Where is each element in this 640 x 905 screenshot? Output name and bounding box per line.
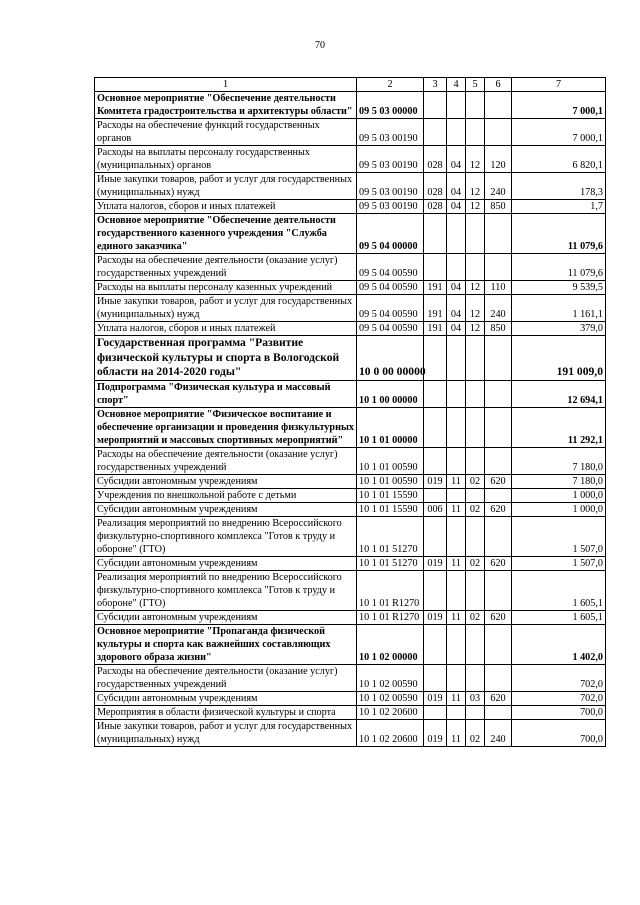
- header-cell: 7: [512, 78, 606, 92]
- row-name-cell: Основное мероприятие "Обеспечение деятельности Комитета градостроительства и архитектуры области": [95, 92, 357, 119]
- row-vr-cell: [424, 92, 447, 119]
- row-sum-cell: 7 000,1: [512, 119, 606, 146]
- row-kvr-cell: [485, 336, 512, 381]
- row-code-cell: 09 5 04 00590: [357, 322, 424, 336]
- page-number: 70: [315, 40, 325, 51]
- row-kvr-cell: [485, 705, 512, 719]
- row-code-cell: 09 5 03 00190: [357, 200, 424, 214]
- budget-table-body: [95, 78, 606, 747]
- row-vr-cell: [424, 624, 447, 664]
- row-pr-cell: [466, 92, 485, 119]
- row-kvr-cell: [485, 407, 512, 447]
- row-code-cell: 10 1 01 15590: [357, 502, 424, 516]
- row-vr-cell: [424, 488, 447, 502]
- row-sum-cell: 9 539,5: [512, 281, 606, 295]
- table-row: [95, 447, 606, 474]
- row-kvr-cell: 120: [485, 146, 512, 173]
- row-name-cell: Субсидии автономным учреждениям: [95, 691, 357, 705]
- table-row: [95, 719, 606, 746]
- row-name-cell: Расходы на обеспечение деятельности (оказание услуг) государственных учреждений: [95, 254, 357, 281]
- table-row: [95, 502, 606, 516]
- row-vr-cell: [424, 516, 447, 556]
- row-sum-cell: 11 079,6: [512, 254, 606, 281]
- row-vr-cell: 019: [424, 610, 447, 624]
- row-name-cell: Субсидии автономным учреждениям: [95, 502, 357, 516]
- row-rz-cell: [447, 254, 466, 281]
- row-sum-cell: 12 694,1: [512, 380, 606, 407]
- row-code-cell: 09 5 03 00000: [357, 92, 424, 119]
- table-row: [95, 516, 606, 556]
- row-vr-cell: 028: [424, 200, 447, 214]
- row-sum-cell: 702,0: [512, 691, 606, 705]
- row-name-cell: Реализация мероприятий по внедрению Всероссийского физкультурно-спортивного комплекса "Готов к труду и обороне" (ГТО): [95, 570, 357, 610]
- row-pr-cell: 02: [466, 610, 485, 624]
- table-row: [95, 570, 606, 610]
- row-code-cell: 10 1 01 51270: [357, 556, 424, 570]
- row-rz-cell: 11: [447, 556, 466, 570]
- row-code-cell: 10 1 02 00000: [357, 624, 424, 664]
- header-cell: 3: [424, 78, 447, 92]
- row-code-cell: 10 0 00 00000: [357, 336, 424, 381]
- row-name-cell: Основное мероприятие "Пропаганда физической культуры и спорта как важнейших составляющих здорового образа жизни": [95, 624, 357, 664]
- row-pr-cell: 12: [466, 322, 485, 336]
- row-sum-cell: 1 000,0: [512, 488, 606, 502]
- row-pr-cell: [466, 380, 485, 407]
- row-code-cell: 10 1 01 51270: [357, 516, 424, 556]
- row-vr-cell: 191: [424, 322, 447, 336]
- table-row: [95, 214, 606, 254]
- row-code-cell: 10 1 01 R1270: [357, 570, 424, 610]
- row-vr-cell: [424, 407, 447, 447]
- row-code-cell: 10 1 02 00590: [357, 691, 424, 705]
- row-kvr-cell: [485, 214, 512, 254]
- table-row: [95, 322, 606, 336]
- row-vr-cell: [424, 447, 447, 474]
- row-name-cell: Расходы на выплаты персоналу казенных учреждений: [95, 281, 357, 295]
- table-row: [95, 254, 606, 281]
- row-name-cell: Субсидии автономным учреждениям: [95, 474, 357, 488]
- row-name-cell: Субсидии автономным учреждениям: [95, 610, 357, 624]
- row-vr-cell: 019: [424, 691, 447, 705]
- row-rz-cell: [447, 705, 466, 719]
- row-kvr-cell: [485, 664, 512, 691]
- row-rz-cell: [447, 380, 466, 407]
- row-rz-cell: 11: [447, 719, 466, 746]
- row-vr-cell: 191: [424, 295, 447, 322]
- row-pr-cell: 12: [466, 173, 485, 200]
- row-sum-cell: 7 180,0: [512, 474, 606, 488]
- row-name-cell: Расходы на обеспечение деятельности (оказание услуг) государственных учреждений: [95, 664, 357, 691]
- row-vr-cell: [424, 570, 447, 610]
- row-sum-cell: 1,7: [512, 200, 606, 214]
- row-pr-cell: 12: [466, 281, 485, 295]
- row-sum-cell: 178,3: [512, 173, 606, 200]
- row-sum-cell: 1 402,0: [512, 624, 606, 664]
- table-row: [95, 407, 606, 447]
- row-vr-cell: [424, 664, 447, 691]
- row-name-cell: Основное мероприятие "Физическое воспитание и обеспечение организации и проведения физкультурных мероприятий и массовых спортивных мероприятий": [95, 407, 357, 447]
- row-kvr-cell: [485, 447, 512, 474]
- row-code-cell: 10 1 01 R1270: [357, 610, 424, 624]
- row-vr-cell: 006: [424, 502, 447, 516]
- row-code-cell: 10 1 01 00590: [357, 447, 424, 474]
- header-cell: 4: [447, 78, 466, 92]
- row-rz-cell: [447, 336, 466, 381]
- row-sum-cell: 191 009,0: [512, 336, 606, 381]
- row-pr-cell: [466, 336, 485, 381]
- row-name-cell: Учреждения по внешкольной работе с детьми: [95, 488, 357, 502]
- row-sum-cell: 1 507,0: [512, 516, 606, 556]
- row-rz-cell: 04: [447, 281, 466, 295]
- row-rz-cell: 11: [447, 691, 466, 705]
- row-pr-cell: [466, 407, 485, 447]
- row-kvr-cell: 110: [485, 281, 512, 295]
- row-kvr-cell: 240: [485, 173, 512, 200]
- row-pr-cell: [466, 119, 485, 146]
- row-name-cell: Мероприятия в области физической культуры и спорта: [95, 705, 357, 719]
- row-kvr-cell: [485, 92, 512, 119]
- row-code-cell: 09 5 04 00590: [357, 295, 424, 322]
- row-rz-cell: 04: [447, 173, 466, 200]
- row-pr-cell: [466, 664, 485, 691]
- row-sum-cell: 379,0: [512, 322, 606, 336]
- row-name-cell: Расходы на обеспечение функций государственных органов: [95, 119, 357, 146]
- row-kvr-cell: 850: [485, 200, 512, 214]
- row-rz-cell: 04: [447, 146, 466, 173]
- row-kvr-cell: 620: [485, 474, 512, 488]
- row-code-cell: 10 1 01 15590: [357, 488, 424, 502]
- row-vr-cell: 019: [424, 474, 447, 488]
- row-rz-cell: 04: [447, 295, 466, 322]
- row-code-cell: 10 1 00 00000: [357, 380, 424, 407]
- row-name-cell: Государственная программа "Развитие физической культуры и спорта в Вологодской области на 2014-2020 годы": [95, 336, 357, 381]
- row-sum-cell: 1 161,1: [512, 295, 606, 322]
- row-name-cell: Уплата налогов, сборов и иных платежей: [95, 322, 357, 336]
- row-rz-cell: [447, 664, 466, 691]
- row-sum-cell: 1 605,1: [512, 610, 606, 624]
- row-pr-cell: 12: [466, 200, 485, 214]
- table-row: [95, 92, 606, 119]
- row-kvr-cell: [485, 624, 512, 664]
- row-vr-cell: 191: [424, 281, 447, 295]
- row-vr-cell: 019: [424, 556, 447, 570]
- row-pr-cell: [466, 624, 485, 664]
- row-kvr-cell: [485, 516, 512, 556]
- row-vr-cell: [424, 336, 447, 381]
- row-rz-cell: 11: [447, 610, 466, 624]
- row-sum-cell: 11 079,6: [512, 214, 606, 254]
- row-code-cell: 10 1 02 00590: [357, 664, 424, 691]
- row-code-cell: 10 1 01 00590: [357, 474, 424, 488]
- row-code-cell: 09 5 04 00590: [357, 254, 424, 281]
- row-vr-cell: [424, 119, 447, 146]
- row-sum-cell: 702,0: [512, 664, 606, 691]
- row-name-cell: Расходы на выплаты персоналу государственных (муниципальных) органов: [95, 146, 357, 173]
- row-code-cell: 10 1 01 00000: [357, 407, 424, 447]
- header-cell: 1: [95, 78, 357, 92]
- row-sum-cell: 1 507,0: [512, 556, 606, 570]
- table-row: [95, 380, 606, 407]
- row-sum-cell: 7 000,1: [512, 92, 606, 119]
- table-row: [95, 556, 606, 570]
- table-row: [95, 624, 606, 664]
- row-kvr-cell: 850: [485, 322, 512, 336]
- row-pr-cell: [466, 488, 485, 502]
- row-name-cell: Реализация мероприятий по внедрению Всероссийского физкультурно-спортивного комплекса "Готов к труду и обороне" (ГТО): [95, 516, 357, 556]
- row-kvr-cell: [485, 380, 512, 407]
- row-kvr-cell: [485, 488, 512, 502]
- row-pr-cell: [466, 254, 485, 281]
- row-code-cell: 10 1 02 20600: [357, 719, 424, 746]
- header-cell: 5: [466, 78, 485, 92]
- row-name-cell: Иные закупки товаров, работ и услуг для государственных (муниципальных) нужд: [95, 295, 357, 322]
- row-vr-cell: 028: [424, 146, 447, 173]
- row-rz-cell: [447, 407, 466, 447]
- row-kvr-cell: 620: [485, 502, 512, 516]
- row-kvr-cell: 620: [485, 556, 512, 570]
- row-rz-cell: 04: [447, 200, 466, 214]
- row-name-cell: Расходы на обеспечение деятельности (оказание услуг) государственных учреждений: [95, 447, 357, 474]
- row-pr-cell: 03: [466, 691, 485, 705]
- row-kvr-cell: [485, 570, 512, 610]
- row-pr-cell: 02: [466, 556, 485, 570]
- row-name-cell: Подпрограмма "Физическая культура и массовый спорт": [95, 380, 357, 407]
- table-row: [95, 474, 606, 488]
- row-vr-cell: [424, 254, 447, 281]
- row-code-cell: 10 1 02 20600: [357, 705, 424, 719]
- row-rz-cell: 04: [447, 322, 466, 336]
- row-name-cell: Иные закупки товаров, работ и услуг для государственных (муниципальных) нужд: [95, 719, 357, 746]
- budget-table: [94, 77, 606, 747]
- row-rz-cell: [447, 447, 466, 474]
- row-vr-cell: 028: [424, 173, 447, 200]
- row-sum-cell: 700,0: [512, 705, 606, 719]
- row-rz-cell: [447, 214, 466, 254]
- table-row: [95, 705, 606, 719]
- table-row: [95, 119, 606, 146]
- table-row: [95, 281, 606, 295]
- table-row: [95, 146, 606, 173]
- row-kvr-cell: [485, 254, 512, 281]
- row-rz-cell: [447, 119, 466, 146]
- row-kvr-cell: [485, 119, 512, 146]
- row-pr-cell: 02: [466, 719, 485, 746]
- table-row: [95, 664, 606, 691]
- row-code-cell: 09 5 03 00190: [357, 146, 424, 173]
- row-name-cell: Иные закупки товаров, работ и услуг для государственных (муниципальных) нужд: [95, 173, 357, 200]
- row-rz-cell: 11: [447, 502, 466, 516]
- table-row: [95, 610, 606, 624]
- row-kvr-cell: 620: [485, 610, 512, 624]
- row-sum-cell: 1 000,0: [512, 502, 606, 516]
- row-pr-cell: [466, 570, 485, 610]
- header-cell: 2: [357, 78, 424, 92]
- row-vr-cell: 019: [424, 719, 447, 746]
- row-rz-cell: [447, 570, 466, 610]
- row-code-cell: 09 5 03 00190: [357, 173, 424, 200]
- table-header-row: [95, 78, 606, 92]
- row-rz-cell: [447, 488, 466, 502]
- row-pr-cell: [466, 447, 485, 474]
- table-row: [95, 173, 606, 200]
- row-pr-cell: 12: [466, 146, 485, 173]
- row-pr-cell: 12: [466, 295, 485, 322]
- row-pr-cell: 02: [466, 474, 485, 488]
- header-cell: 6: [485, 78, 512, 92]
- row-vr-cell: [424, 705, 447, 719]
- table-row: [95, 295, 606, 322]
- row-rz-cell: [447, 624, 466, 664]
- row-rz-cell: [447, 92, 466, 119]
- row-kvr-cell: 240: [485, 719, 512, 746]
- row-sum-cell: 7 180,0: [512, 447, 606, 474]
- table-row: [95, 691, 606, 705]
- row-name-cell: Основное мероприятие "Обеспечение деятельности государственного казенного учреждения "Служба единого заказчика": [95, 214, 357, 254]
- row-sum-cell: 700,0: [512, 719, 606, 746]
- row-sum-cell: 6 820,1: [512, 146, 606, 173]
- row-rz-cell: [447, 516, 466, 556]
- table-row: [95, 336, 606, 381]
- row-vr-cell: [424, 214, 447, 254]
- row-code-cell: 09 5 04 00590: [357, 281, 424, 295]
- row-sum-cell: 11 292,1: [512, 407, 606, 447]
- row-kvr-cell: 620: [485, 691, 512, 705]
- row-pr-cell: 02: [466, 502, 485, 516]
- row-code-cell: 09 5 04 00000: [357, 214, 424, 254]
- row-name-cell: Уплата налогов, сборов и иных платежей: [95, 200, 357, 214]
- table-row: [95, 488, 606, 502]
- table-row: [95, 200, 606, 214]
- row-rz-cell: 11: [447, 474, 466, 488]
- row-code-cell: 09 5 03 00190: [357, 119, 424, 146]
- row-pr-cell: [466, 705, 485, 719]
- row-kvr-cell: 240: [485, 295, 512, 322]
- row-name-cell: Субсидии автономным учреждениям: [95, 556, 357, 570]
- row-sum-cell: 1 605,1: [512, 570, 606, 610]
- row-vr-cell: [424, 380, 447, 407]
- row-pr-cell: [466, 516, 485, 556]
- row-pr-cell: [466, 214, 485, 254]
